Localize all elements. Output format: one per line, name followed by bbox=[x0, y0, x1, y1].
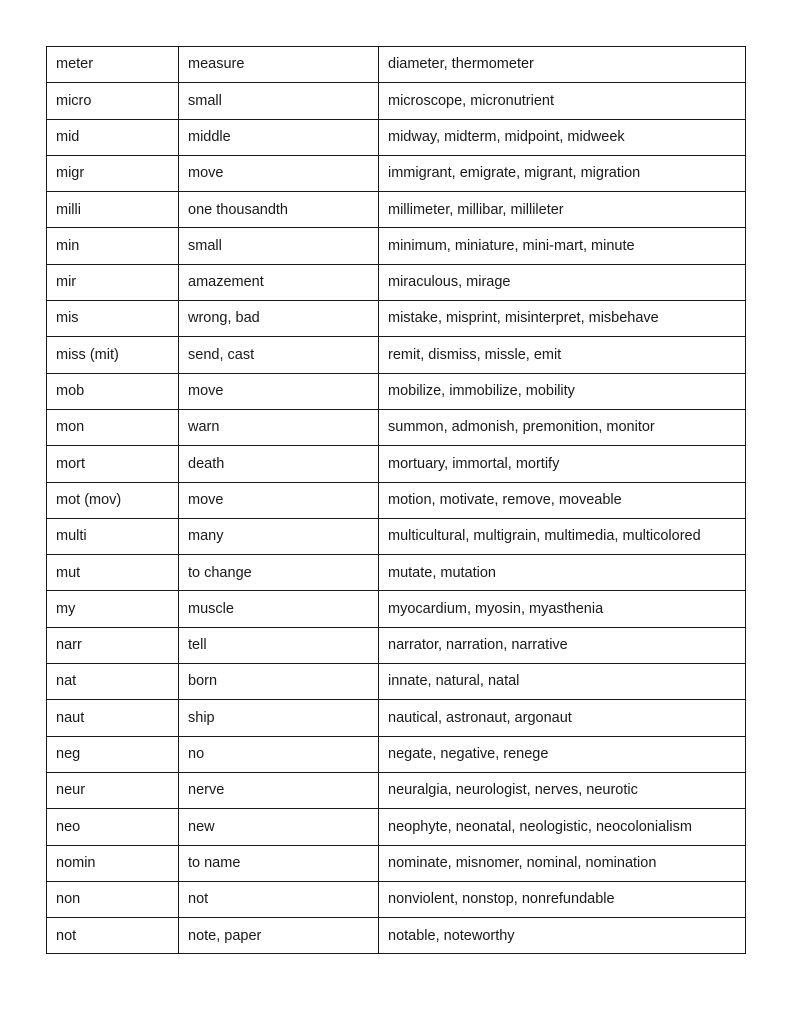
examples-cell: minimum, miniature, mini-mart, minute bbox=[379, 228, 746, 264]
examples-cell: neophyte, neonatal, neologistic, neocolonialism bbox=[379, 809, 746, 845]
examples-cell: immigrant, emigrate, migrant, migration bbox=[379, 155, 746, 191]
examples-cell: nonviolent, nonstop, nonrefundable bbox=[379, 881, 746, 917]
meaning-cell: send, cast bbox=[179, 337, 379, 373]
meaning-cell: no bbox=[179, 736, 379, 772]
examples-cell: nominate, misnomer, nominal, nomination bbox=[379, 845, 746, 881]
meaning-cell: to name bbox=[179, 845, 379, 881]
root-cell: milli bbox=[47, 192, 179, 228]
word-roots-table bbox=[46, 46, 746, 954]
root-cell: nomin bbox=[47, 845, 179, 881]
table-row bbox=[47, 119, 746, 155]
root-cell: mon bbox=[47, 409, 179, 445]
root-cell: mut bbox=[47, 555, 179, 591]
examples-cell: multicultural, multigrain, multimedia, multicolored bbox=[379, 518, 746, 554]
table-row bbox=[47, 337, 746, 373]
root-cell: mis bbox=[47, 301, 179, 337]
table-row bbox=[47, 301, 746, 337]
examples-cell: narrator, narration, narrative bbox=[379, 627, 746, 663]
examples-cell: miraculous, mirage bbox=[379, 264, 746, 300]
meaning-cell: wrong, bad bbox=[179, 301, 379, 337]
root-cell: mid bbox=[47, 119, 179, 155]
examples-cell: mortuary, immortal, mortify bbox=[379, 446, 746, 482]
table-row bbox=[47, 264, 746, 300]
meaning-cell: move bbox=[179, 373, 379, 409]
examples-cell: midway, midterm, midpoint, midweek bbox=[379, 119, 746, 155]
root-cell: mir bbox=[47, 264, 179, 300]
meaning-cell: new bbox=[179, 809, 379, 845]
table-row bbox=[47, 591, 746, 627]
root-cell: naut bbox=[47, 700, 179, 736]
root-cell: non bbox=[47, 881, 179, 917]
meaning-cell: nerve bbox=[179, 772, 379, 808]
table-row bbox=[47, 409, 746, 445]
table-row bbox=[47, 881, 746, 917]
examples-cell: millimeter, millibar, millileter bbox=[379, 192, 746, 228]
table-row bbox=[47, 809, 746, 845]
examples-cell: notable, noteworthy bbox=[379, 918, 746, 954]
meaning-cell: muscle bbox=[179, 591, 379, 627]
table-row bbox=[47, 482, 746, 518]
examples-cell: innate, natural, natal bbox=[379, 664, 746, 700]
examples-cell: myocardium, myosin, myasthenia bbox=[379, 591, 746, 627]
root-cell: nat bbox=[47, 664, 179, 700]
root-cell: narr bbox=[47, 627, 179, 663]
root-cell: meter bbox=[47, 47, 179, 83]
table-row bbox=[47, 155, 746, 191]
root-cell: mot (mov) bbox=[47, 482, 179, 518]
table-row bbox=[47, 772, 746, 808]
root-cell: my bbox=[47, 591, 179, 627]
meaning-cell: to change bbox=[179, 555, 379, 591]
meaning-cell: small bbox=[179, 83, 379, 119]
table-row bbox=[47, 664, 746, 700]
table-row bbox=[47, 47, 746, 83]
root-cell: multi bbox=[47, 518, 179, 554]
meaning-cell: amazement bbox=[179, 264, 379, 300]
meaning-cell: not bbox=[179, 881, 379, 917]
meaning-cell: middle bbox=[179, 119, 379, 155]
table-row bbox=[47, 192, 746, 228]
examples-cell: nautical, astronaut, argonaut bbox=[379, 700, 746, 736]
meaning-cell: move bbox=[179, 482, 379, 518]
table-row bbox=[47, 736, 746, 772]
table-body bbox=[47, 47, 746, 954]
examples-cell: summon, admonish, premonition, monitor bbox=[379, 409, 746, 445]
examples-cell: mobilize, immobilize, mobility bbox=[379, 373, 746, 409]
table-row bbox=[47, 700, 746, 736]
root-cell: neur bbox=[47, 772, 179, 808]
root-cell: mob bbox=[47, 373, 179, 409]
table-row bbox=[47, 373, 746, 409]
examples-cell: motion, motivate, remove, moveable bbox=[379, 482, 746, 518]
meaning-cell: one thousandth bbox=[179, 192, 379, 228]
table-row bbox=[47, 555, 746, 591]
meaning-cell: tell bbox=[179, 627, 379, 663]
meaning-cell: warn bbox=[179, 409, 379, 445]
root-cell: min bbox=[47, 228, 179, 264]
table-row bbox=[47, 518, 746, 554]
root-cell: miss (mit) bbox=[47, 337, 179, 373]
meaning-cell: born bbox=[179, 664, 379, 700]
table-row bbox=[47, 845, 746, 881]
examples-cell: mistake, misprint, misinterpret, misbehave bbox=[379, 301, 746, 337]
root-cell: migr bbox=[47, 155, 179, 191]
table-row bbox=[47, 918, 746, 954]
meaning-cell: measure bbox=[179, 47, 379, 83]
meaning-cell: small bbox=[179, 228, 379, 264]
root-cell: neg bbox=[47, 736, 179, 772]
table-row bbox=[47, 446, 746, 482]
meaning-cell: death bbox=[179, 446, 379, 482]
table-row bbox=[47, 228, 746, 264]
table-row bbox=[47, 83, 746, 119]
examples-cell: remit, dismiss, missle, emit bbox=[379, 337, 746, 373]
examples-cell: diameter, thermometer bbox=[379, 47, 746, 83]
meaning-cell: move bbox=[179, 155, 379, 191]
examples-cell: negate, negative, renege bbox=[379, 736, 746, 772]
examples-cell: mutate, mutation bbox=[379, 555, 746, 591]
examples-cell: microscope, micronutrient bbox=[379, 83, 746, 119]
examples-cell: neuralgia, neurologist, nerves, neurotic bbox=[379, 772, 746, 808]
meaning-cell: note, paper bbox=[179, 918, 379, 954]
root-cell: neo bbox=[47, 809, 179, 845]
meaning-cell: many bbox=[179, 518, 379, 554]
table-row bbox=[47, 627, 746, 663]
root-cell: mort bbox=[47, 446, 179, 482]
root-cell: not bbox=[47, 918, 179, 954]
root-cell: micro bbox=[47, 83, 179, 119]
meaning-cell: ship bbox=[179, 700, 379, 736]
